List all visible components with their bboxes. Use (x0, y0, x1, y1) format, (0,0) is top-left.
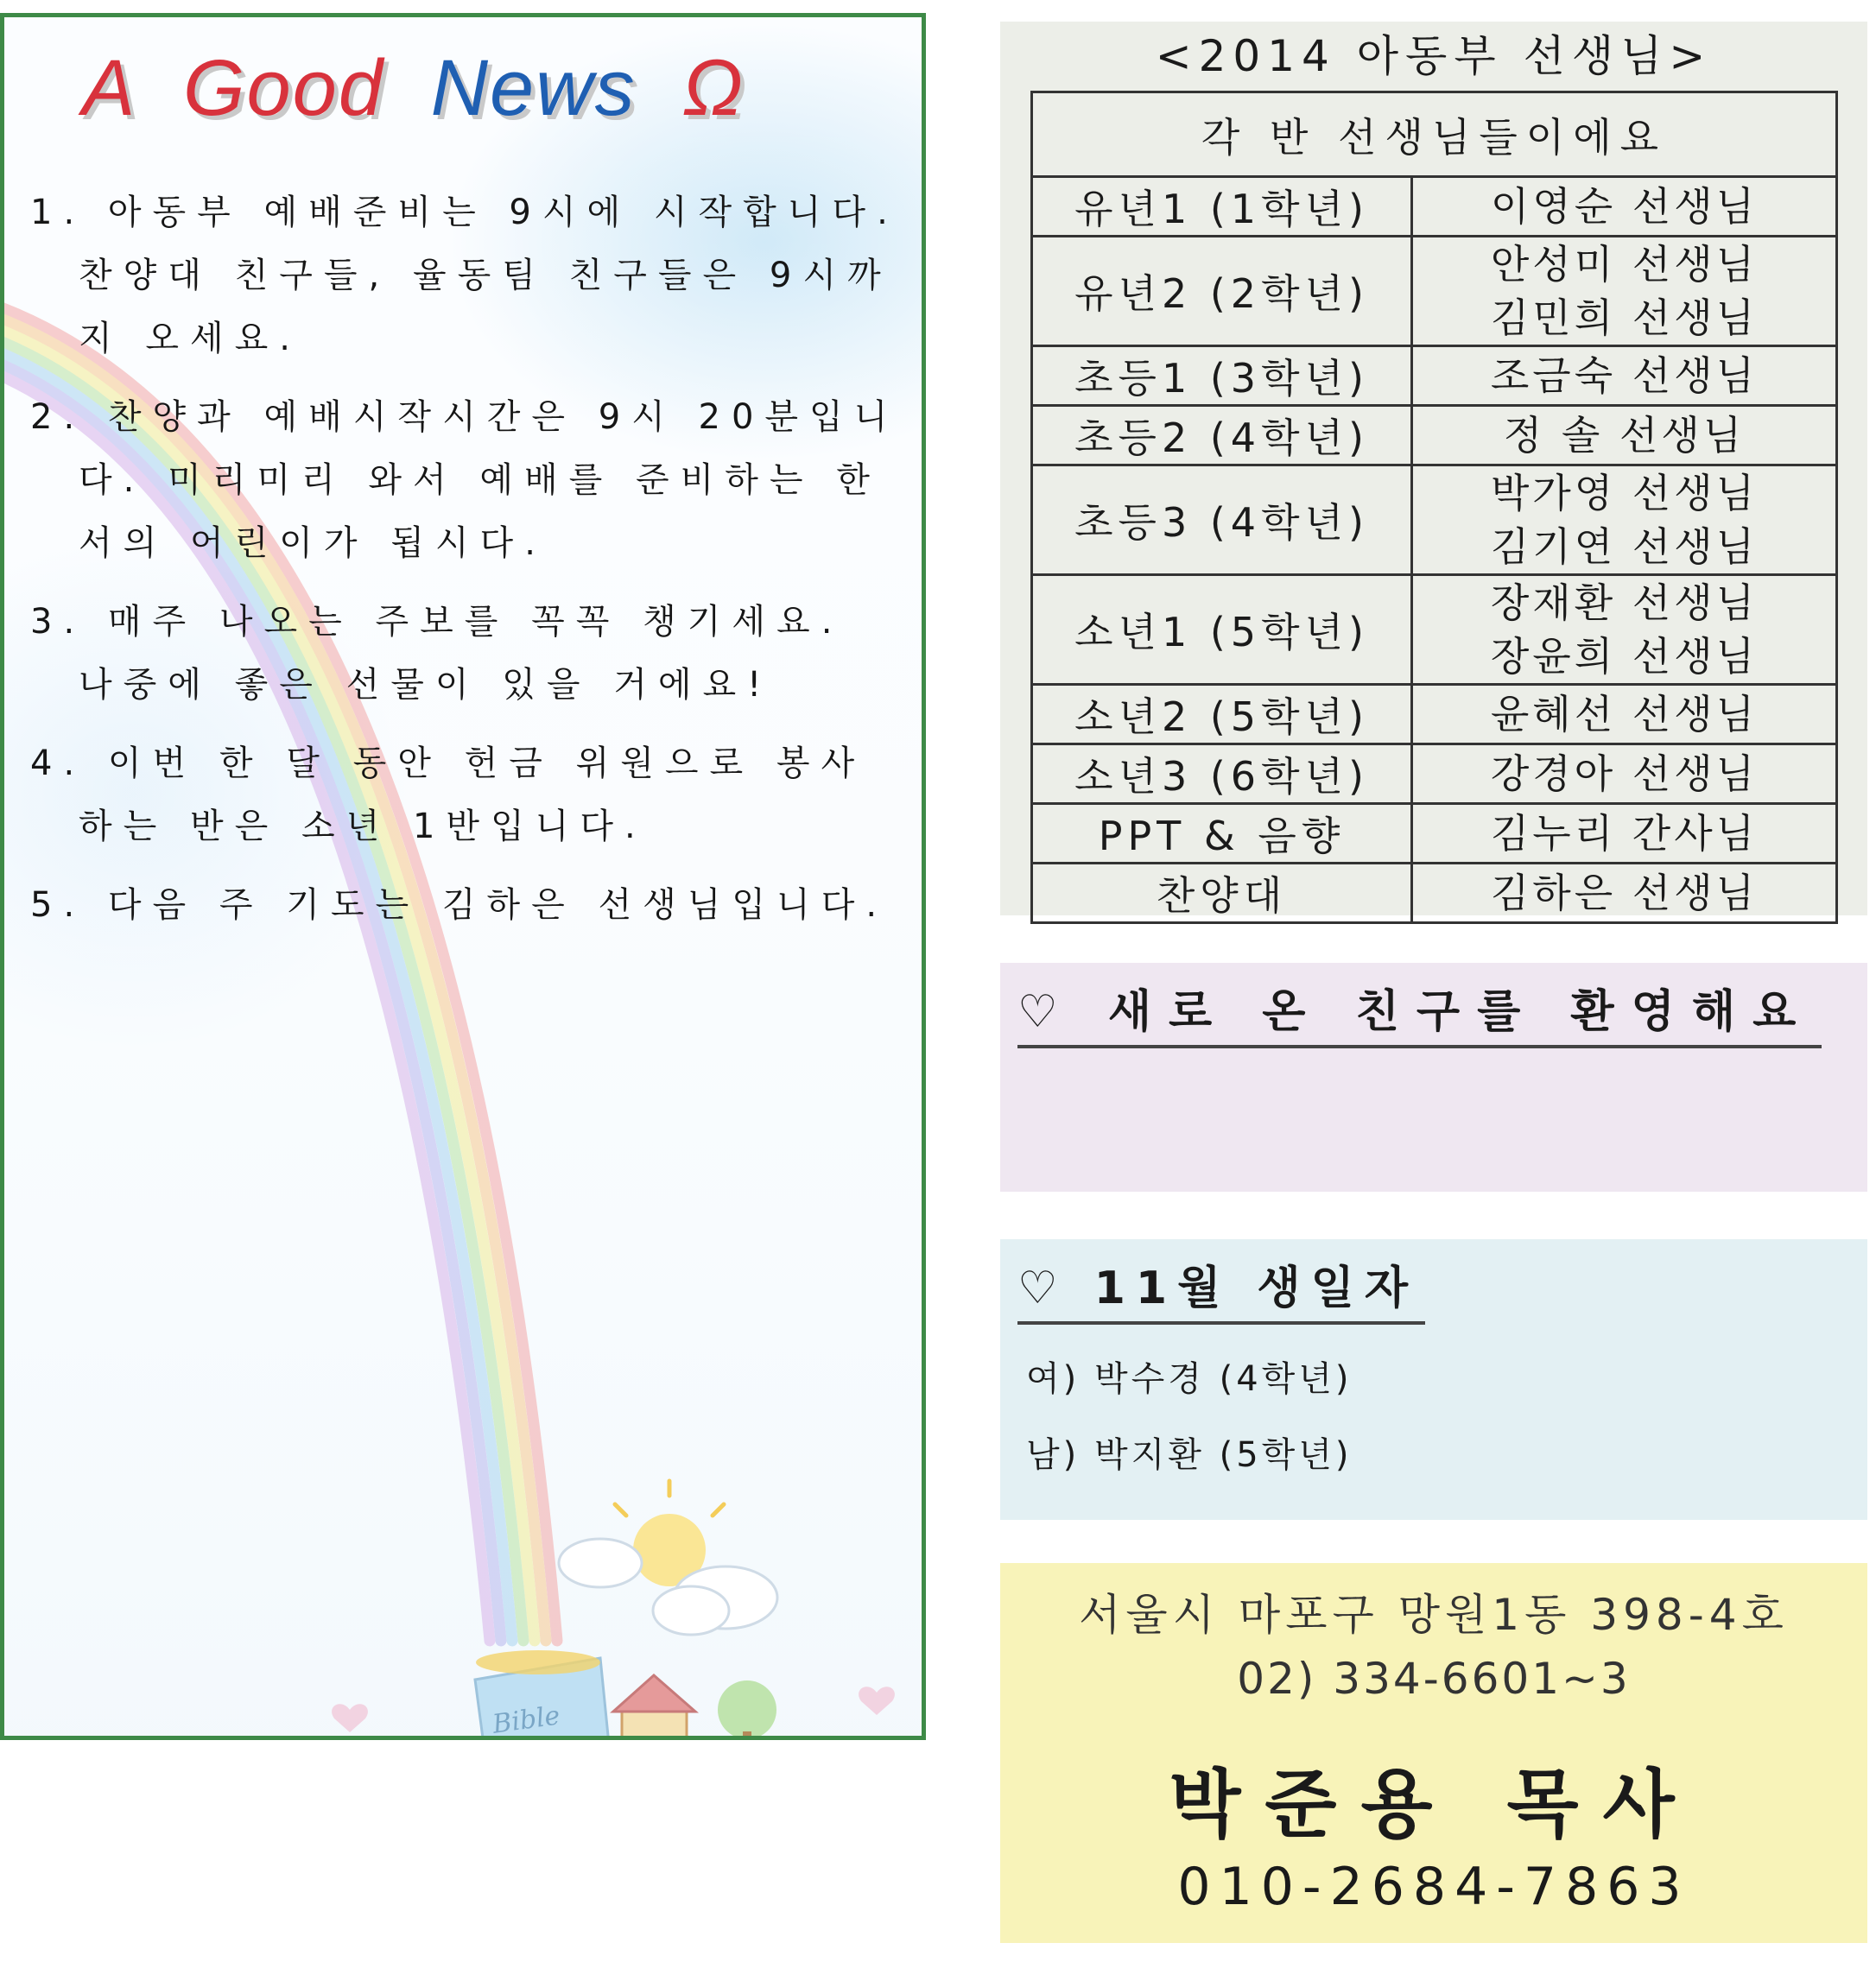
table-row (1032, 804, 1837, 864)
title-part-news: News (430, 44, 637, 132)
teacher-name: 박가영 선생님 (1490, 470, 1759, 516)
teacher-name: 김민희 선생님 (1490, 294, 1759, 341)
class-cell: 유년2 (2학년) (1032, 237, 1412, 346)
table-row (1032, 575, 1837, 685)
welcome-heading: ♡ 새로 온 친구를 환영해요 (1017, 975, 1822, 1048)
class-cell: 찬양대 (1032, 864, 1412, 923)
church-phone: 02) 334-6601~3 (1237, 1654, 1631, 1704)
bible-label (484, 1697, 587, 1740)
welcome-panel (1000, 963, 1867, 1192)
table-row (1032, 177, 1837, 237)
teacher-cell (1412, 406, 1837, 465)
birthday-panel (1000, 1239, 1867, 1520)
class-cell: 유년1 (1학년) (1032, 177, 1412, 237)
teacher-cell (1412, 804, 1837, 864)
class-cell: 초등3 (4학년) (1032, 465, 1412, 575)
notice-item: 2. 찬양과 예배시작시간은 9시 20분입니다. 미리미리 와서 예배를 준비하는 한서의 어린이가 됩시다. (30, 397, 899, 563)
contact-panel (1000, 1563, 1867, 1943)
teacher-name: 조금숙 선생님 (1490, 352, 1759, 399)
notice-item: 5. 다음 주 기도는 김하은 선생님입니다. (30, 885, 889, 925)
pastor-name: 박준용 목사 (1169, 1762, 1699, 1848)
table-row (1032, 465, 1837, 575)
good-news-panel (0, 13, 926, 1740)
class-cell: PPT & 음향 (1032, 804, 1412, 864)
teacher-name: 김기연 선생님 (1490, 523, 1759, 570)
teacher-name: 정 솔 선생님 (1503, 412, 1746, 459)
table-row (1032, 406, 1837, 465)
class-cell: 초등2 (4학년) (1032, 406, 1412, 465)
church-address: 서울시 마포구 망원1동 398-4호 (1079, 1590, 1789, 1640)
class-cell: 소년2 (5학년) (1032, 685, 1412, 744)
table-row (1032, 744, 1837, 804)
birthday-boy: 남) 박지환 (5학년) (1026, 1435, 1353, 1475)
teachers-panel (1000, 22, 1867, 919)
good-news-title (82, 43, 894, 138)
teacher-cell (1412, 177, 1837, 237)
table-header: 각 반 선생님들이에요 (1032, 92, 1837, 177)
table-row (1032, 685, 1837, 744)
notice-list (30, 181, 903, 953)
teacher-name: 안성미 선생님 (1490, 241, 1759, 288)
teacher-name: 김누리 간사님 (1490, 810, 1759, 857)
table-row (1032, 346, 1837, 406)
teacher-cell (1412, 237, 1837, 346)
birthday-girl: 여) 박수경 (4학년) (1026, 1359, 1353, 1399)
teacher-cell (1412, 575, 1837, 685)
teacher-cell (1412, 685, 1837, 744)
teacher-name: 김하은 선생님 (1490, 870, 1759, 916)
teacher-name: 장재환 선생님 (1490, 579, 1759, 626)
teacher-name: 강경아 선생님 (1490, 750, 1759, 797)
teacher-name: 이영순 선생님 (1490, 183, 1759, 230)
teacher-table (1030, 91, 1838, 924)
teacher-cell (1412, 864, 1837, 923)
birthday-heading: ♡ 11월 생일자 (1017, 1251, 1425, 1325)
teacher-cell (1412, 346, 1837, 406)
class-cell: 소년1 (5학년) (1032, 575, 1412, 685)
notice-item: 1. 아동부 예배준비는 9시에 시작합니다. 찬양대 친구들, 율동팀 친구들은 9시까지 오세요. (30, 193, 899, 358)
title-part-good: Good (182, 44, 384, 132)
title-part-omega: Ω (682, 44, 745, 132)
table-header-row (1032, 92, 1837, 177)
teacher-cell (1412, 465, 1837, 575)
teacher-name: 윤혜선 선생님 (1490, 691, 1759, 737)
bible-label-text: Bible (491, 1700, 562, 1740)
pastor-mobile: 010-2684-7863 (1177, 1857, 1690, 1917)
class-cell: 초등1 (3학년) (1032, 346, 1412, 406)
table-row (1032, 237, 1837, 346)
title-part-a: A (82, 44, 137, 132)
notice-item: 4. 이번 한 달 동안 헌금 위원으로 봉사하는 반은 소년 1반입니다. (30, 744, 866, 846)
teachers-title: <2014 아동부 선생님> (1155, 31, 1713, 81)
teacher-name: 장윤희 선생님 (1490, 633, 1759, 680)
notice-item: 3. 매주 나오는 주보를 꼭꼭 챙기세요. 나중에 좋은 선물이 있을 거에요! (30, 602, 844, 705)
teacher-cell (1412, 744, 1837, 804)
table-row (1032, 864, 1837, 923)
class-cell: 소년3 (6학년) (1032, 744, 1412, 804)
